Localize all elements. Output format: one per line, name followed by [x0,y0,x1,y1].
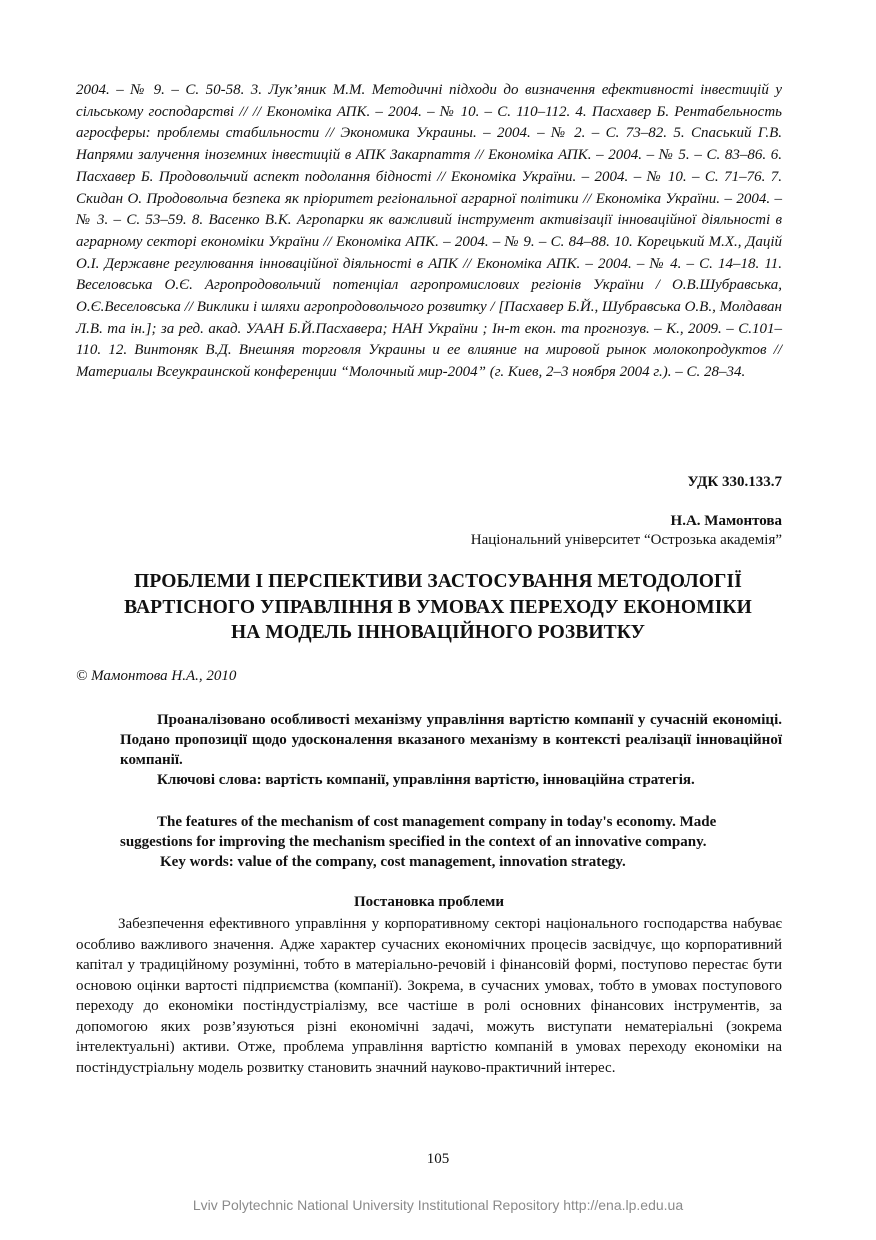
article-title [60,569,816,646]
title-line: ВАРТІСНОГО УПРАВЛІННЯ В УМОВАХ ПЕРЕХОДУ ЕКОНОМІКИ [124,596,752,618]
body-paragraph: Забезпечення ефективного управління у корпоративному секторі національного господарства набуває особливо важливого значення. Адже характер сучасних економічних процесів засвідчує, що корпоративний капітал у традиційному розумінні, тобто в матеріально-речовій і фінансовій формі, поступово перестає бути основою оцінки вартості підприємства (компанії). Зокрема, в сучасних умовах, тобто в умовах поступового переходу до економіки постіндустріалізму, все частіше в ролі основних фінансових інструментів, за допомогою яких розв’язуються різні економічні задачі, можуть виступати нематеріальні (зокрема інтелектуальні) активи. Отже, проблема управління вартістю компаній в умовах переходу економіки на постіндустріальну модель розвитку становить значний науково-практичний інтерес. [76,916,782,1076]
author-affiliation: Національний університет “Острозька академія” [470,532,782,548]
abstract-en-text: The features of the mechanism of cost management company in today's economy. Made suggestions for improving the mechanism specified in the context of an innovative company. [120,814,717,850]
author-name: Н.А. Мамонтова [670,513,782,529]
references-continuation: 2004. – № 9. – С. 50-58. 3. Лук’яник М.М. Методичні підходи до визначення ефективності інвестицій у сільському господарстві // // Економіка АПК. – 2004. – № 10. – С. 110–112. 4. Пасхавер Б. Рентабельность агросферы: проблемы стабильности // Экономика Украины. – 2004. – № 2. – С. 73–82. 5. Спаський Г.В. Напрями залучення іноземних інвестицій в АПК Закарпаття // Економіка АПК. – 2004. – № 5. – С. 83–86. 6. Пасхавер Б. Продовольчий аспект подолання бідності // Економіка України. – 2004. – № 10. – С. 71–76. 7. Скидан О. Продовольча безпека як пріоритет регіональної аграрної політики // Економіка України. – 2004. – № 3. – С. 53–59. 8. Васенко В.К. Агропарки як важливий інструмент активізації інноваційної діяльності в аграрному секторі економіки України // Економіка АПК. – 2004. – № 9. – С. 84–88. 10. Корецький М.Х., Дацій О.І. Державне регулювання інноваційної діяльності в АПК // Економіка АПК. – 2004. – № 4. – С. 14–18. 11. Веселовська О.Є. Агропродовольчий потенціал агропромислових регіонів України / О.В.Шубравська, О.Є.Веселовська // Виклики і шляхи агропродовольчого розвитку / [Пасхавер Б.Й., Шубравська О.В., Молдаван Л.В. та ін.]; за ред. акад. УААН Б.Й.Пасхавера; НАН України ; Ін-т екон. та прогнозув. – К., 2009. – С.101–110. 12. Винтоняк В.Д. Внешняя торговля Украины и ее влияние на мировой рынок молокопродуктов // Материалы Всеукраинской конференции “Молочный мир-2004” (г. Киев, 2–3 ноября 2004 г.). – С. 28–34. [76,82,782,381]
title-line: НА МОДЕЛЬ ІННОВАЦІЙНОГО РОЗВИТКУ [230,622,646,643]
page-number: 105 [426,1151,450,1167]
copyright-notice: © Мамонтова Н.А., 2010 [76,668,237,684]
keywords-uk: Ключові слова: вартість компанії, управління вартістю, інноваційна стратегія. [157,772,695,788]
title-line: ПРОБЛЕМИ І ПЕРСПЕКТИВИ ЗАСТОСУВАННЯ МЕТОДОЛОГІЇ [134,571,742,592]
keywords-en: Key words: value of the company, cost management, innovation strategy. [160,854,626,870]
section-heading: Постановка проблеми [354,894,504,910]
abstract-ukrainian [120,710,782,790]
abstract-uk-text: Проаналізовано особливості механізму управління вартістю компанії у сучасній економіці. Подано пропозиції щодо удосконалення вказаного механізму в контексті реалізації інноваційної компанії. [120,712,782,768]
repository-footer: Lviv Polytechnic National University Institutional Repository http://ena.lp.edu.ua [192,1197,684,1213]
abstract-english [120,812,782,872]
udk-code: УДК 330.133.7 [687,474,782,490]
